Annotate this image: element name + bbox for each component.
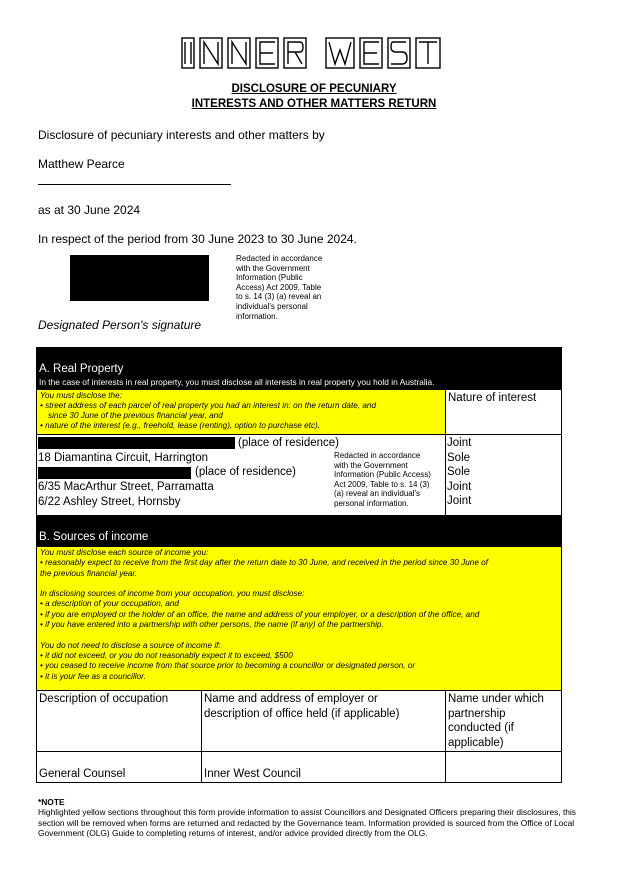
signature-redaction-note: Redacted in accordance with the Government Information (Public Access) Act 2009, Table to s. 14 (3) (a) reveal an individual's personal information.	[236, 254, 323, 321]
section-b-header	[36, 515, 562, 546]
note-text: Highlighted yellow sections throughout this form provide information to assist Councillors and Designated Officers preparing their disclosures, this section will be removed when forms are returned and redacted by the Governance team. Information provided is sourced from the Office of Local Government (OLG) Guide to completing returns of interest, and/or advice provided directly from the OLG.	[38, 807, 576, 839]
nature-list	[447, 436, 471, 509]
section-b-heading: B. Sources of income	[39, 531, 149, 543]
logo-letter-i	[182, 38, 194, 68]
signature-label: Designated Person's signature	[38, 318, 202, 332]
property-redaction-note: Redacted in accordance with the Government Information (Public Access) Act 2009, Table to s. 14 (3) (a) reveal an individual's personal information.	[334, 451, 431, 508]
nature-1: Joint	[447, 437, 472, 449]
section-a-subheading: In the case of interests in real property, you must disclose all interests in real property you hold in Australia.	[39, 377, 435, 387]
table-row-occupation: General Counsel	[36, 751, 202, 783]
property-5-address: 6/22 Ashley Street, Hornsby	[38, 496, 181, 508]
logo-letter-e	[256, 38, 278, 68]
by-line: Disclosure of pecuniary interests and other matters by	[38, 128, 325, 142]
note-label: *NOTE	[38, 797, 65, 807]
logo-letter-n	[200, 38, 222, 68]
nature-3: Sole	[447, 466, 471, 479]
table-row-partnership	[445, 751, 562, 783]
person-name: Matthew Pearce	[38, 157, 125, 171]
as-at-date: as at 30 June 2024	[38, 203, 141, 217]
reporting-period: In respect of the period from 30 June 2023 to 30 June 2024.	[38, 232, 357, 246]
signature-redaction	[70, 255, 209, 301]
nature-5: Joint	[447, 495, 472, 508]
logo-letter-t	[416, 38, 440, 68]
section-a-heading: A. Real Property	[39, 363, 124, 375]
name-underline	[38, 184, 231, 185]
form-title-line2: INTERESTS AND OTHER MATTERS RETURN	[191, 98, 437, 110]
col-header-partnership: Name under which partnership conducted (if applicable)	[445, 690, 562, 752]
col-header-employer: Name and address of employer or description of office held (if applicable)	[201, 690, 446, 752]
property-3-suffix: (place of residence)	[195, 466, 296, 478]
section-a-guidance: You must disclose the: • street address of each parcel of real property you had an interest in: on the return date, and since 30 June of the previous financial year, and • nature of the interest (e.g., freehold, lease (renting), option to purchase etc).	[36, 389, 446, 435]
logo-letter-s	[388, 38, 410, 68]
property-1-redaction	[38, 437, 235, 449]
property-1-suffix: (place of residence)	[238, 437, 339, 449]
nature-2: Sole	[447, 451, 471, 464]
property-2-address: 18 Diamantina Circuit, Harrington	[38, 452, 209, 464]
logo-letter-n2	[228, 38, 250, 68]
section-a-header	[36, 347, 562, 389]
inner-west-logo	[180, 36, 450, 70]
logo-letter-r	[284, 38, 306, 68]
table-row-employer: Inner West Council	[201, 751, 446, 783]
nature-of-interest-header: Nature of interest	[445, 389, 562, 435]
footer-note	[38, 797, 588, 839]
col-header-occupation: Description of occupation	[36, 690, 202, 752]
property-3-redaction	[38, 467, 191, 479]
section-b-guidance: You must disclose each source of income you: • reasonably expect to receive from the first day after the return date to 30 June, and received in the period since 30 June of the previous financial year. In disclosing sources of income from your occupation, you must disclose: • a description of your occupation, and • if you are employed or the holder of an office, the name and address of your employer, or a description of the office, and • if you have entered into a partnership with other persons, the name (if any) of the partnership. You do not need to disclose a source of income if: • it did not exceed, or you do not reasonably expect it to exceed, $500 • you ceased to receive income from that source prior to becoming a councillor or designated person, or • it is your fee as a councillor.	[36, 546, 562, 691]
form-title-line1: DISCLOSURE OF PECUNIARY	[231, 83, 397, 95]
logo-letter-e2	[360, 38, 382, 68]
nature-4: Joint	[447, 480, 472, 493]
logo-letter-w	[326, 38, 354, 68]
property-4-address: 6/35 MacArthur Street, Parramatta	[38, 481, 214, 493]
